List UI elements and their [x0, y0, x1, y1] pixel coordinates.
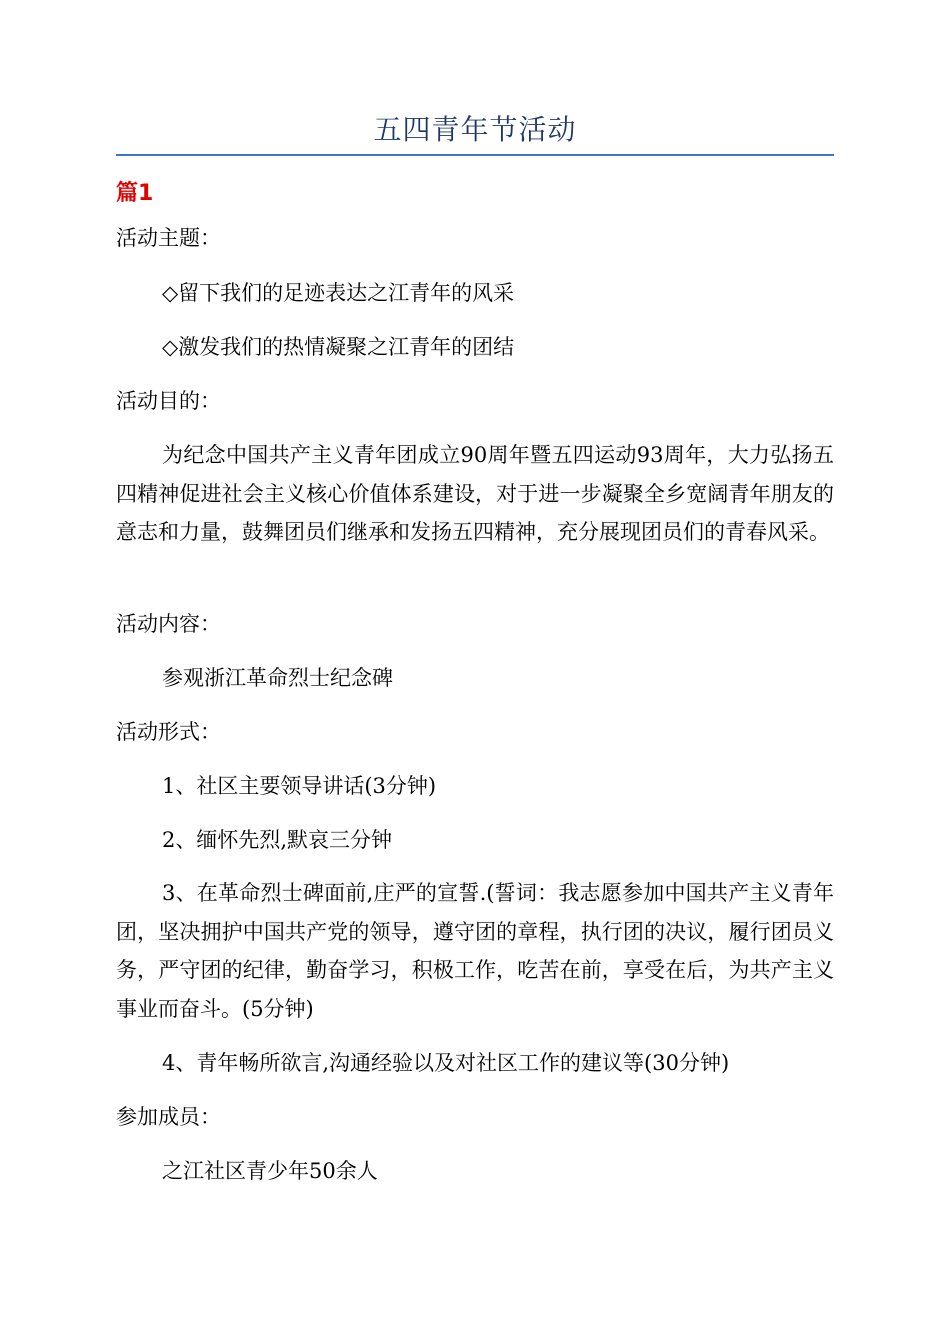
form-label: 活动形式： — [116, 720, 221, 744]
title-underline — [116, 154, 834, 156]
theme-item-2: ◇激发我们的热情凝聚之江青年的团结 — [162, 335, 515, 359]
form-item-1: 1、社区主要领导讲话(3分钟) — [162, 774, 437, 798]
document-title: 五四青年节活动 — [373, 113, 577, 146]
purpose-paragraph: 为纪念中国共产主义青年团成立90周年暨五四运动93周年，大力弘扬五四精神促进社会主义核心价值体系建设，对于进一步凝聚全乡宽阔青年朋友的意志和力量，鼓舞团员们继承和发扬五四精神，充分展现团员们的青春风采。 — [116, 443, 834, 544]
content-label: 活动内容： — [116, 612, 221, 636]
section-heading: 篇1 — [116, 181, 154, 206]
purpose-label: 活动目的： — [116, 389, 221, 413]
members-label: 参加成员： — [116, 1105, 221, 1129]
members-text: 之江社区青少年50余人 — [162, 1159, 378, 1183]
form-item-2: 2、缅怀先烈,默哀三分钟 — [162, 828, 393, 852]
theme-item-1: ◇留下我们的足迹表达之江青年的风采 — [162, 281, 515, 305]
form-item-4: 4、青年畅所欲言,沟通经验以及对社区工作的建议等(30分钟) — [162, 1051, 730, 1075]
form-item-3: 3、在革命烈士碑面前,庄严的宣誓.(誓词：我志愿参加中国共产主义青年团，坚决拥护中国共产党的领导，遵守团的章程，执行团的决议，履行团员义务，严守团的纪律，勤奋学习，积极工作，吃苦在前，享受在后，为共产主义事业而奋斗。(5分钟) — [116, 881, 834, 1021]
content-text: 参观浙江革命烈士纪念碑 — [162, 666, 393, 690]
theme-label: 活动主题： — [116, 226, 221, 250]
